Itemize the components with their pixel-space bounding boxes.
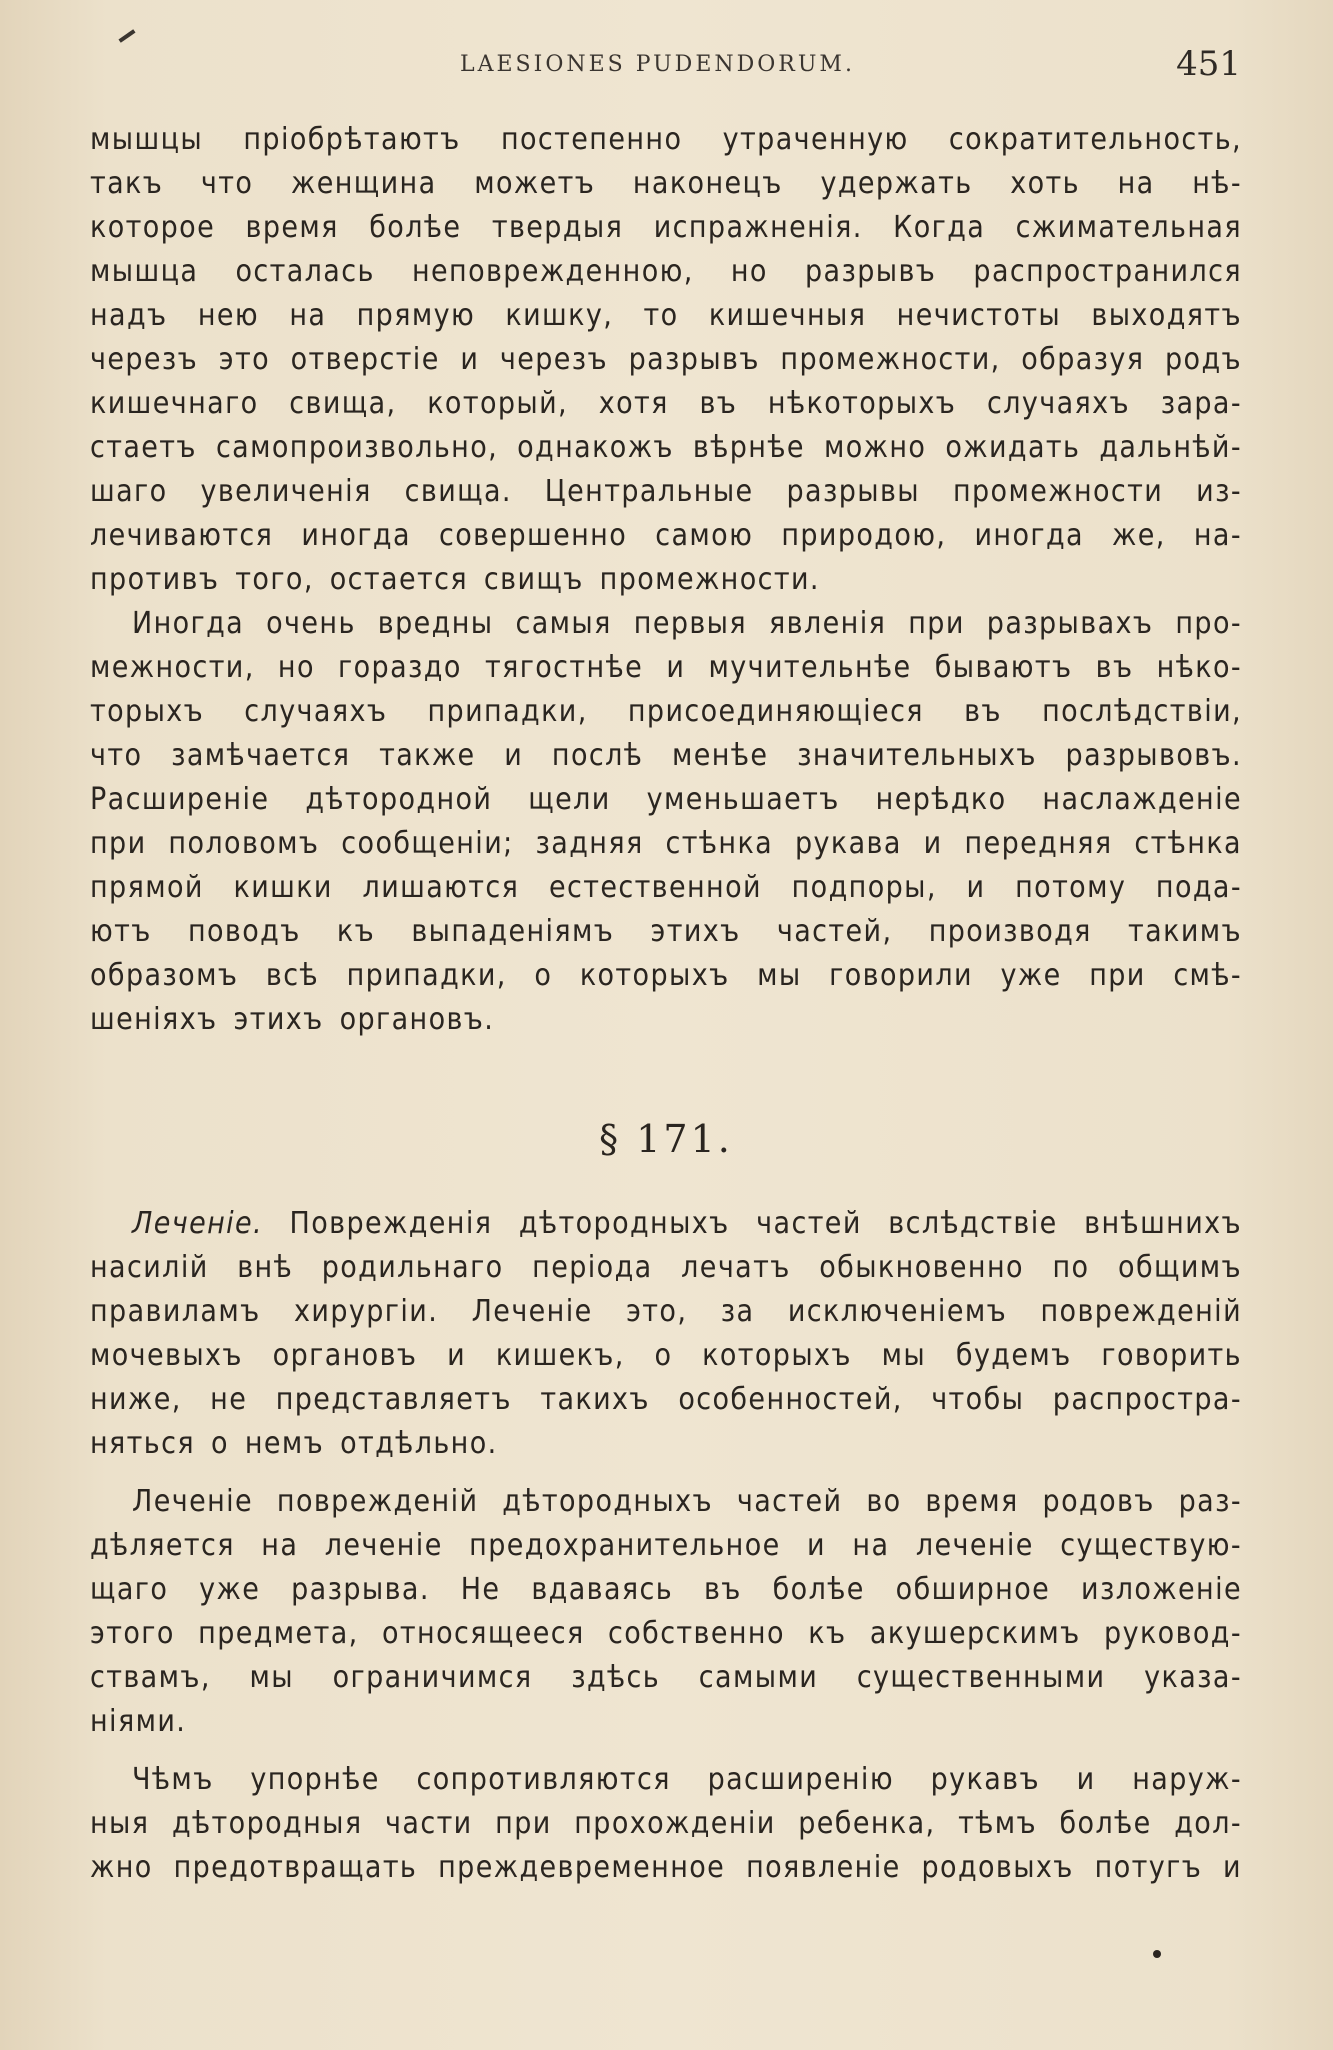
text-line: [90, 1202, 1242, 1246]
text-line: ютъ поводъ къ выпаденіямъ этихъ частей, производя такимъ: [90, 914, 1242, 949]
text-line: мышцы пріобрѣтаютъ постепенно утраченную сократительность,: [90, 122, 1242, 157]
text-line: межности, но гораздо тягостнѣе и мучительнѣе бываютъ въ нѣко-: [90, 650, 1242, 685]
text-line: Иногда очень вредны самыя первыя явленія при разрывахъ про-: [132, 606, 1242, 641]
text-line: правиламъ хирургіи. Леченіе это, за исключеніемъ поврежденій: [90, 1294, 1242, 1329]
text-line: дѣляется на леченіе предохранительное и на леченіе существую-: [90, 1528, 1242, 1563]
ink-speck: [1153, 1950, 1161, 1958]
text-line: шеніяхъ этихъ органовъ.: [90, 1002, 495, 1037]
text-line: образомъ всѣ припадки, о которыхъ мы говорили уже при смѣ-: [90, 958, 1242, 993]
paragraph-lead: Леченіе.: [132, 1206, 264, 1241]
text-line: Леченіе поврежденій дѣтородныхъ частей во время родовъ раз-: [132, 1484, 1242, 1519]
text-line: мышца осталась неповрежденною, но разрывъ распространился: [90, 254, 1242, 289]
text-line: ствамъ, мы ограничимся здѣсь самыми существенными указа-: [90, 1660, 1242, 1695]
text-line: Чѣмъ упорнѣе сопротивляются расширенію рукавъ и наруж-: [132, 1762, 1242, 1797]
text-line: щаго уже разрыва. Не вдаваясь въ болѣе обширное изложеніе: [90, 1572, 1242, 1607]
text-line: что замѣчается также и послѣ менѣе значительныхъ разрывовъ.: [90, 738, 1242, 773]
text-line: противъ того, остается свищъ промежности.: [90, 562, 820, 597]
text-line: при половомъ сообщеніи; задняя стѣнка рукава и передняя стѣнка: [90, 826, 1242, 861]
text-line: лечиваются иногда совершенно самою природою, иногда же, на-: [90, 518, 1242, 553]
paragraph: [90, 1202, 1242, 1466]
running-head: LAESIONES PUDENDORUM.: [460, 52, 855, 77]
text-line: насилій внѣ родильнаго періода лечатъ обыкновенно по общимъ: [90, 1250, 1242, 1285]
text-line: торыхъ случаяхъ припадки, присоединяющіеся въ послѣдствіи,: [90, 694, 1242, 729]
text-line: ныя дѣтородныя части при прохожденіи ребенка, тѣмъ болѣе дол-: [90, 1806, 1242, 1841]
paragraph: [90, 1480, 1242, 1744]
ink-mark: [118, 29, 135, 43]
text-line: ниже, не представляетъ такихъ особенностей, чтобы распростра-: [90, 1382, 1242, 1417]
section-heading: § 171.: [599, 1117, 733, 1161]
text-line: надъ нею на прямую кишку, то кишечныя нечистоты выходятъ: [90, 298, 1242, 333]
text-span: Поврежденія дѣтородныхъ частей вслѣдствіе внѣшнихъ: [289, 1206, 1242, 1241]
text-line: няться о немъ отдѣльно.: [90, 1426, 498, 1461]
text-line: мочевыхъ органовъ и кишекъ, о которыхъ мы будемъ говорить: [90, 1338, 1242, 1373]
text-line: черезъ это отверстіе и черезъ разрывъ промежности, образуя родъ: [90, 342, 1242, 377]
text-line: Расширеніе дѣтородной щели уменьшаетъ нерѣдко наслажденіе: [90, 782, 1242, 817]
text-line: ніями.: [90, 1704, 187, 1739]
text-line: жно предотвращать преждевременное появленіе родовыхъ потугъ и: [90, 1850, 1242, 1885]
body-text: [90, 118, 1242, 1890]
text-line: прямой кишки лишаются естественной подпоры, и потому пода-: [90, 870, 1242, 905]
text-line: этого предмета, относящееся собственно къ акушерскимъ руковод-: [90, 1616, 1242, 1651]
paragraph: [90, 602, 1242, 1042]
page-header: [90, 44, 1241, 84]
text-line: такъ что женщина можетъ наконецъ удержать хоть на нѣ-: [90, 166, 1242, 201]
text-line: стаетъ самопроизвольно, однакожъ вѣрнѣе можно ожидать дальнѣй-: [90, 430, 1242, 465]
paragraph: [90, 118, 1242, 602]
text-line: которое время болѣе твердыя испражненія. Когда сжимательная: [90, 210, 1242, 245]
text-line: кишечнаго свища, который, хотя въ нѣкоторыхъ случаяхъ зара-: [90, 386, 1242, 421]
text-line: шаго увеличенія свища. Центральные разрывы промежности из-: [90, 474, 1242, 509]
page-number: 451: [1176, 44, 1241, 84]
paragraph: [90, 1758, 1242, 1890]
